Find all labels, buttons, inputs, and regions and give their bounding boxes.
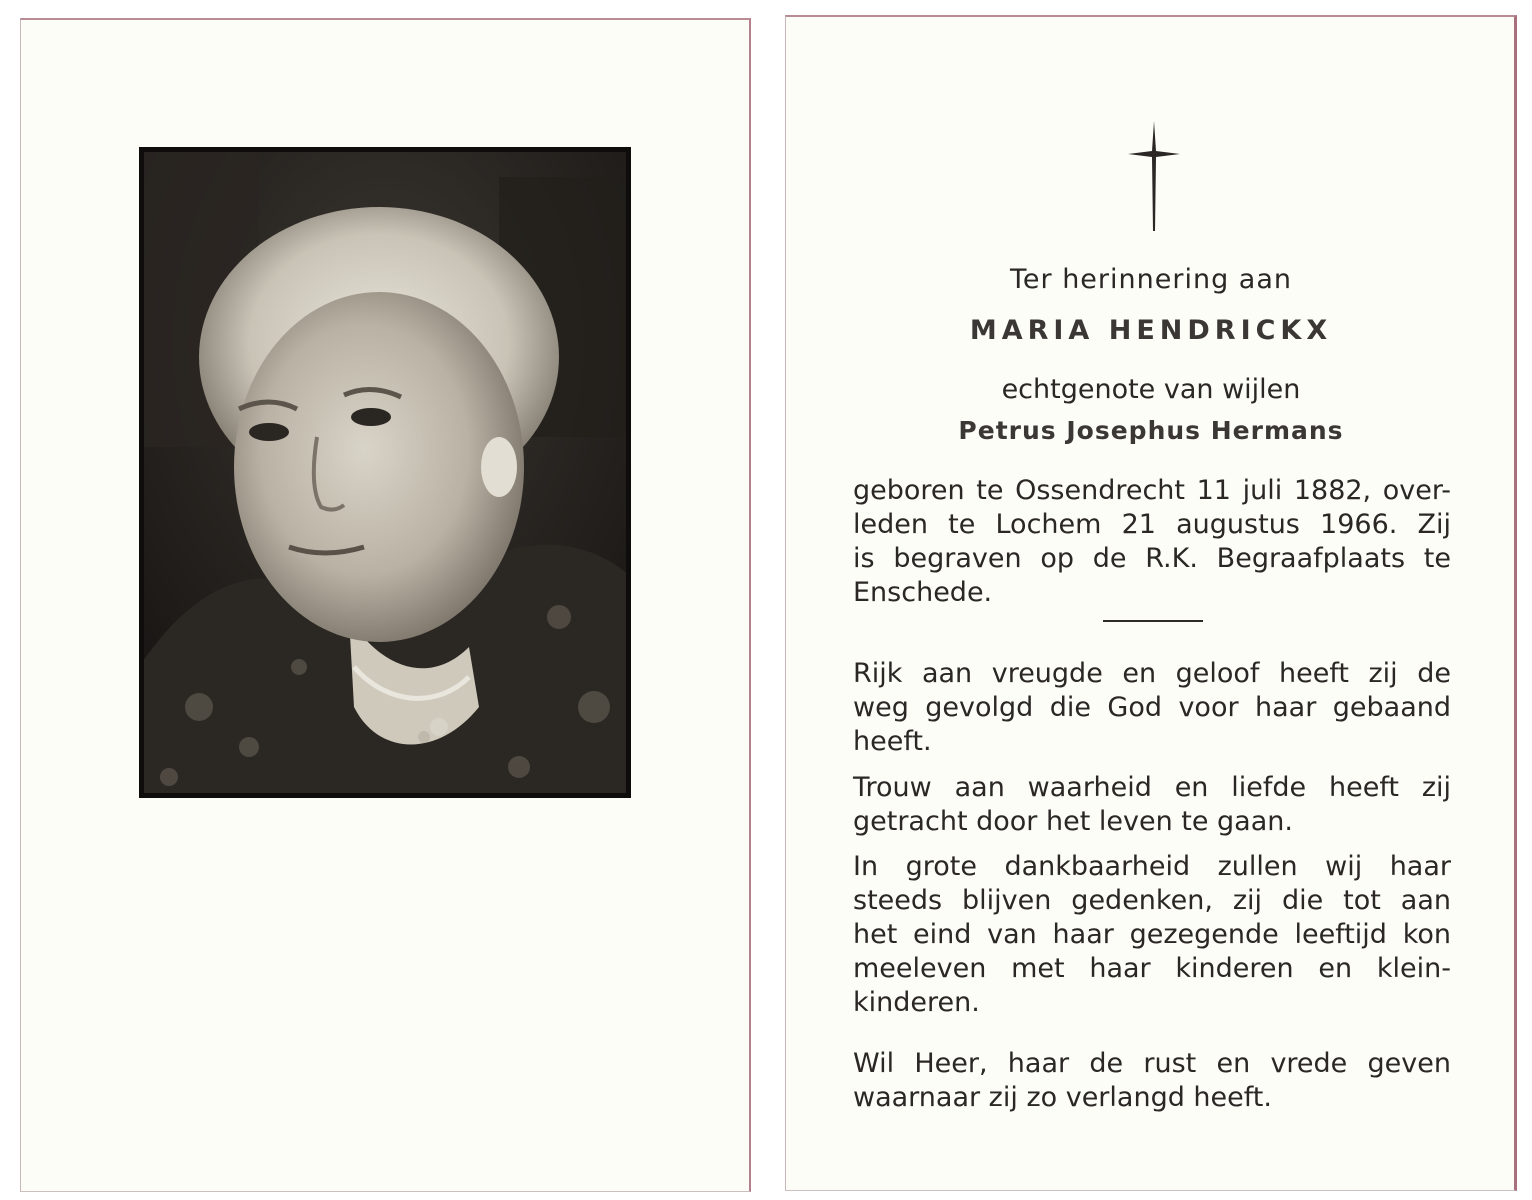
text-line: getracht door het leven te gaan.: [853, 806, 1293, 837]
verse-paragraph: [853, 850, 1451, 1020]
text-line: het eind van haar gezegende leeftijd kon: [853, 919, 1451, 950]
text-line: meeleven met haar kinderen en klein-: [853, 953, 1451, 984]
relation-text: echtgenote van wijlen: [1001, 374, 1301, 405]
divider: [1103, 620, 1203, 622]
text-line: steeds blijven gedenken, zij die tot aan: [853, 885, 1451, 916]
intro-text: Ter herinnering aan: [1010, 264, 1292, 295]
text-line: leden te Lochem 21 augustus 1966. Zij: [853, 509, 1451, 540]
text-line: weg gevolgd die God voor haar gebaand: [853, 692, 1451, 723]
prayer-paragraph: [853, 1047, 1451, 1115]
text-line: Trouw aan waarheid en liefde heeft zij: [853, 772, 1451, 803]
cross-icon: [1126, 121, 1182, 231]
text-line: heeft.: [853, 726, 932, 757]
text-line: geboren te Ossendrecht 11 juli 1882, over-: [853, 475, 1451, 506]
biography-paragraph: [853, 474, 1451, 610]
text-line: waarnaar zij zo verlangd heeft.: [853, 1082, 1272, 1113]
deceased-name: MARIA HENDRICKX: [969, 315, 1333, 346]
text-line: kinderen.: [853, 987, 980, 1018]
memorial-card-photo-side: [20, 18, 751, 1192]
verse-paragraph: [853, 657, 1451, 759]
text-line: In grote dankbaarheid zullen wij haar: [853, 851, 1451, 882]
portrait-photo: [139, 147, 631, 798]
memorial-card-text-side: [785, 15, 1517, 1191]
verse-paragraph: [853, 771, 1451, 839]
husband-name: Petrus Josephus Hermans: [958, 416, 1344, 445]
text-line: is begraven op de R.K. Begraafplaats te: [853, 543, 1451, 574]
text-line: Rijk aan vreugde en geloof heeft zij de: [853, 658, 1451, 689]
text-line: Wil Heer, haar de rust en vrede geven: [853, 1048, 1451, 1079]
text-line: Enschede.: [853, 577, 993, 608]
